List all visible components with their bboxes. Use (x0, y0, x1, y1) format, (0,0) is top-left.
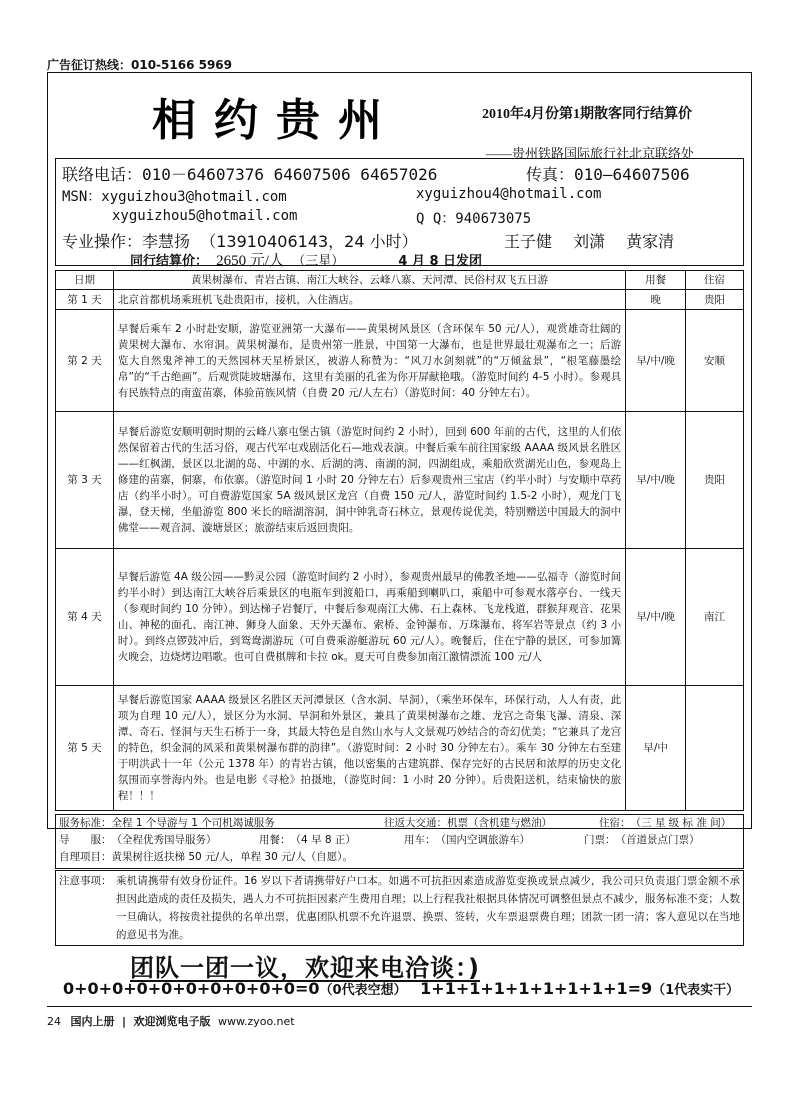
footer-site-link[interactable]: www.zyoo.net (218, 1015, 295, 1028)
day-label: 第 2 天 (56, 310, 114, 412)
table-row (56, 412, 744, 549)
meal-label: 用餐： (259, 834, 291, 846)
meal-value: （4 早 8 正） (290, 834, 356, 846)
ad-hotline: 广告征订热线：010-5166 5969 (47, 58, 233, 72)
day-label: 第 3 天 (56, 412, 114, 549)
ops-others: 王子健 刘潇 黄家清 (504, 232, 675, 251)
price-line (130, 249, 482, 270)
ticket-label: 门票： (584, 834, 616, 846)
day-description: 早餐后游览国家 AAAA 级景区名胜区天河潭景区（含水洞、旱洞），（乘坐环保车，环保行动，人人有责，此项为自理 10 元/人），景区分为水洞、旱洞和外景区，兼具了黄果树瀑布之雄、龙宫之奇集飞瀑、清泉、深潭、奇石、怪洞与天生石桥于一身，其最大特色是自然山水与人文景观巧妙结合的奇幻优美；“它兼具了龙宫的特色，织金洞的风采和黄果树瀑布群的韵律”。（游览时间：2 小时 30 分钟左右）。乘车 30 分钟左右至建于明洪武十一年（公元 1378 年）的青岩古镇，他以密集的古建筑群、保存完好的古民居和浓厚的历史文化氛围而享誉海内外。也是电影《寻枪》拍摄地，（游览时间：1 小时 20 分钟）。后贵阳送机，结束愉快的旅程！！！ (113, 686, 625, 811)
transport-value: 机票（含机建与燃油） (447, 817, 552, 829)
day-hotel: 南江 (686, 549, 744, 686)
agency-name: ——贵州铁路国际旅行社北京联络处 (486, 146, 695, 161)
table-header-row (56, 271, 744, 290)
hotel-value: （三 星 级 标 准 间） (630, 817, 732, 829)
car-group (404, 832, 530, 849)
formula-right-note: （1代表实干） (652, 983, 740, 998)
day-description: 北京首都机场乘班机飞赴贵阳市，接机，入住酒店。 (113, 290, 625, 310)
msn-email-1[interactable]: xyguizhou3@hotmail.com (101, 189, 287, 205)
services-row-3 (59, 849, 743, 866)
day-hotel (686, 686, 744, 811)
footer-section: 国内上册 (70, 1015, 115, 1028)
msn-label: MSN： (62, 189, 102, 205)
day-label: 第 1 天 (56, 290, 114, 310)
slogan: 团队一团一议，欢迎来电洽谈：) (130, 954, 480, 982)
phone-label: 联络电话： (62, 165, 143, 184)
standard-value: 全程 1 个导游与 1 个司机竭诚服务 (111, 817, 275, 829)
car-label: 用车： (404, 834, 436, 846)
day-meals: 早/中/晚 (626, 310, 686, 412)
meal-group (259, 832, 356, 849)
table-row (56, 686, 744, 811)
page-subtitle: 2010年4月份第1期散客同行结算价 (482, 107, 692, 122)
day-meals: 早/中/晚 (626, 549, 686, 686)
phone-values: 010－64607376 64607506 64657026 (142, 165, 438, 184)
header-meals: 用餐 (626, 271, 686, 290)
transport-label: 往返大交通： (384, 817, 447, 829)
day-description: 早餐后游览 4A 级公园——黔灵公园（游览时间约 2 小时），参观贵州最早的佛教圣地——弘福寺（游览时间约半小时）到达南江大峡谷后乘景区的电瓶车到渡船口，再乘船到喇叭口，乘船中可参观水落亭台、一线天（参观时间约 10 分钟）。到达梯子岩餐厅，中餐后参观南江大佛、石上森林、飞龙栈道，群猴拜观音、花果山、神秘的面孔、南江神、狮身人面象、天外天瀑布、索桥、金钟瀑布、万珠瀑布、将军岩等景点（约 3 小时）。到终点锣鼓冲后，到鸳鸯湖游玩（可自费乘游艇游玩 60 元/人）。晚餐后，住在宁静的景区，可参加篝火晚会，边烧烤边唱歌。也可自费棋牌和卡拉 ok。夏天可自费参加南江激情漂流 100 元/人 (113, 549, 625, 686)
services-row-2 (59, 832, 743, 849)
formula-line (63, 979, 739, 998)
msn-email-3[interactable]: xyguizhou5@hotmail.com (112, 208, 298, 224)
header-date: 日期 (56, 271, 114, 290)
hotel-group (599, 815, 731, 832)
table-row (56, 310, 744, 412)
page-number: 24 (47, 1015, 61, 1028)
ops-person: 李慧扬 (142, 232, 191, 251)
notes-box (55, 870, 744, 946)
guide-value: （全程优秀国导服务） (111, 834, 217, 846)
formula-left: 0+0+0+0+0+0+0+0+0+0=0 (63, 979, 320, 998)
fax-value: 010—64607506 (574, 165, 690, 184)
fax-row (526, 162, 690, 185)
day-meals: 早/中 (626, 686, 686, 811)
standard-label: 服务标准： (59, 817, 112, 829)
header-hotel: 住宿 (686, 271, 744, 290)
table-row (56, 290, 744, 310)
formula-right: 1+1+1+1+1+1+1+1+1=9 (420, 979, 653, 998)
day-meals: 早/中/晚 (626, 412, 686, 549)
self-pay-label: 自理项目： (59, 851, 112, 863)
services-row-1 (59, 815, 743, 832)
guide-label: 导 服： (59, 834, 112, 846)
formula-left-note: （0代表空想） (319, 983, 407, 998)
departure-date: 4 月 8 日发团 (398, 254, 483, 269)
fax-label: 传真： (526, 165, 575, 184)
qq-number: Q Q：940673075 (416, 211, 532, 227)
msn-row-1 (62, 186, 287, 206)
header-route: 黄果树瀑布、青岩古镇、南江大峡谷、云峰八寨、天河潭、民俗村双飞五日游 (113, 271, 625, 290)
notes-label: 注意事项： (59, 875, 112, 887)
page-footer (47, 1013, 295, 1029)
self-pay-value: 黄果树往返扶梯 50 元/人，单程 30 元/人（自愿）。 (111, 851, 353, 863)
day-hotel: 贵阳 (686, 290, 744, 310)
page-title: 相约贵州 (152, 95, 400, 146)
day-label: 第 4 天 (56, 549, 114, 686)
price-value: 2650 元/人 (216, 253, 285, 269)
ticket-value: （首道景点门票） (615, 834, 700, 846)
msn-email-2[interactable]: xyguizhou4@hotmail.com (416, 186, 602, 202)
phone-row (62, 162, 437, 185)
price-label: 同行结算价： (130, 254, 209, 269)
footer-tagline: 欢迎浏览电子版 (133, 1015, 211, 1028)
ops-phone: （13910406143，24 小时） (200, 232, 418, 251)
services-box (55, 814, 744, 869)
bottom-divider (47, 1006, 752, 1007)
transport-group (384, 815, 552, 832)
hotel-label: 住宿： (599, 817, 631, 829)
day-description: 早餐后游览安顺明朝时期的云峰八寨屯堡古镇（游览时间约 2 小时），回到 600 年前的古代，这里的人们依然保留着古代的生活习俗，观古代军屯戏剧活化石—地戏表演。中餐后乘车前往国家级 AAAA 级风景名胜区——红枫湖，景区以北湖的岛、中湖的水、后湖的湾、南湖的洞，四湖组成，乘船欣赏湖光山色，参观岛上修建的苗寨，侗寨，布依寨。（游览时间 1 小时 20 分钟左右）后参观贵州三宝店（约半小时）与安顺中草药店（约半小时）。可自费游览国家 5A 级风景区龙宫（自费 150 元/人，游览时间约 1.5-2 小时），观龙门飞瀑，登天梯，坐船游览 800 米长的暗湖溶洞，洞中钟乳奇石林立，景观传说优美，特别赠送中国最大的洞中佛堂——观音洞、漩塘景区；旅游结束后返回贵阳。 (113, 412, 625, 549)
itinerary-table (55, 270, 744, 811)
day-description: 早餐后乘车 2 小时赴安顺，游览亚洲第一大瀑布——黄果树风景区（含环保车 50 元/人），观赏雄奇壮阔的黄果树大瀑布、水帘洞。黄果树瀑布，是贵州第一胜景，中国第一大瀑布，也是世界最壮观瀑布之一；后游览大自然鬼斧神工的天然园林天星桥景区，被游人称赞为：“风刀水剑刻就”的“万倾盆景”，“根笔藤墨绘帛”的“千古绝画”。后观赏陡坡塘瀑布，这里有美丽的孔雀为你开屏献艳哦。（游览时间约 4-5 小时）。参观具有民族特点的南蛮苗寨，体验苗族风情（自费 20 元/人左右）（游览时间：40 分钟左右）。 (113, 310, 625, 412)
footer-separator: | (122, 1015, 127, 1028)
day-hotel: 安顺 (686, 310, 744, 412)
price-star-note: （三星） (292, 254, 345, 269)
day-hotel: 贵阳 (686, 412, 744, 549)
car-value: （国内空调旅游车） (435, 834, 530, 846)
notes-text: 乘机请携带有效身份证件。16 岁以下者请携带好户口本。如遇不可抗拒因素造成游览变换或景点减少，我公司只负责退门票金额不承担因此造成的责任及损失，遇人力不可抗拒因素产生费用自理；以上行程我社根据具体情况可调整但景点不减少，服务标准不变；人数一旦确认，将按贵社提供的名单出票，优惠团队机票不允许退票、换票、签转，火车票退票费自理；团款一团一清；客人意见以在当地的意见书为准。 (116, 875, 740, 941)
ticket-group (584, 832, 700, 849)
day-label: 第 5 天 (56, 686, 114, 811)
table-row (56, 549, 744, 686)
ops-label: 专业操作： (62, 232, 143, 251)
day-meals: 晚 (626, 290, 686, 310)
